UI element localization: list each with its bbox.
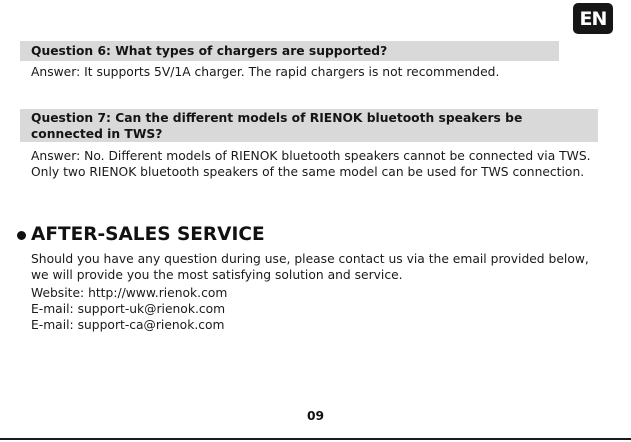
bullet-icon — [17, 231, 26, 240]
faq-question-6 — [20, 41, 559, 61]
after-sales-heading-text: AFTER-SALES SERVICE — [31, 224, 265, 245]
bottom-divider — [0, 438, 631, 440]
faq-question-6-text: Question 6: What types of chargers are supported? — [31, 44, 388, 58]
faq-answer-7: Answer: No. Different models of RIENOK bluetooth speakers cannot be connected via TWS. Only two RIENOK bluetooth speakers of the same model can be used for TWS connection. — [31, 149, 591, 179]
website-line: Website: http://www.rienok.com — [31, 286, 228, 300]
after-sales-description: Should you have any question during use, please contact us via the email provided below, we will provide you the most satisfying solution and service. — [31, 252, 589, 282]
page-number: 09 — [306, 409, 325, 423]
faq-answer-6: Answer: It supports 5V/1A charger. The rapid chargers is not recommended. — [31, 65, 500, 79]
after-sales-heading — [17, 224, 265, 245]
faq-question-7 — [20, 109, 598, 142]
email-uk-line: E-mail: support-uk@rienok.com — [31, 302, 226, 316]
email-ca-line: E-mail: support-ca@rienok.com — [31, 318, 225, 332]
faq-question-7-text: Question 7: Can the different models of RIENOK bluetooth speakers be connected in TWS? — [31, 111, 523, 141]
language-badge: EN — [573, 3, 613, 34]
